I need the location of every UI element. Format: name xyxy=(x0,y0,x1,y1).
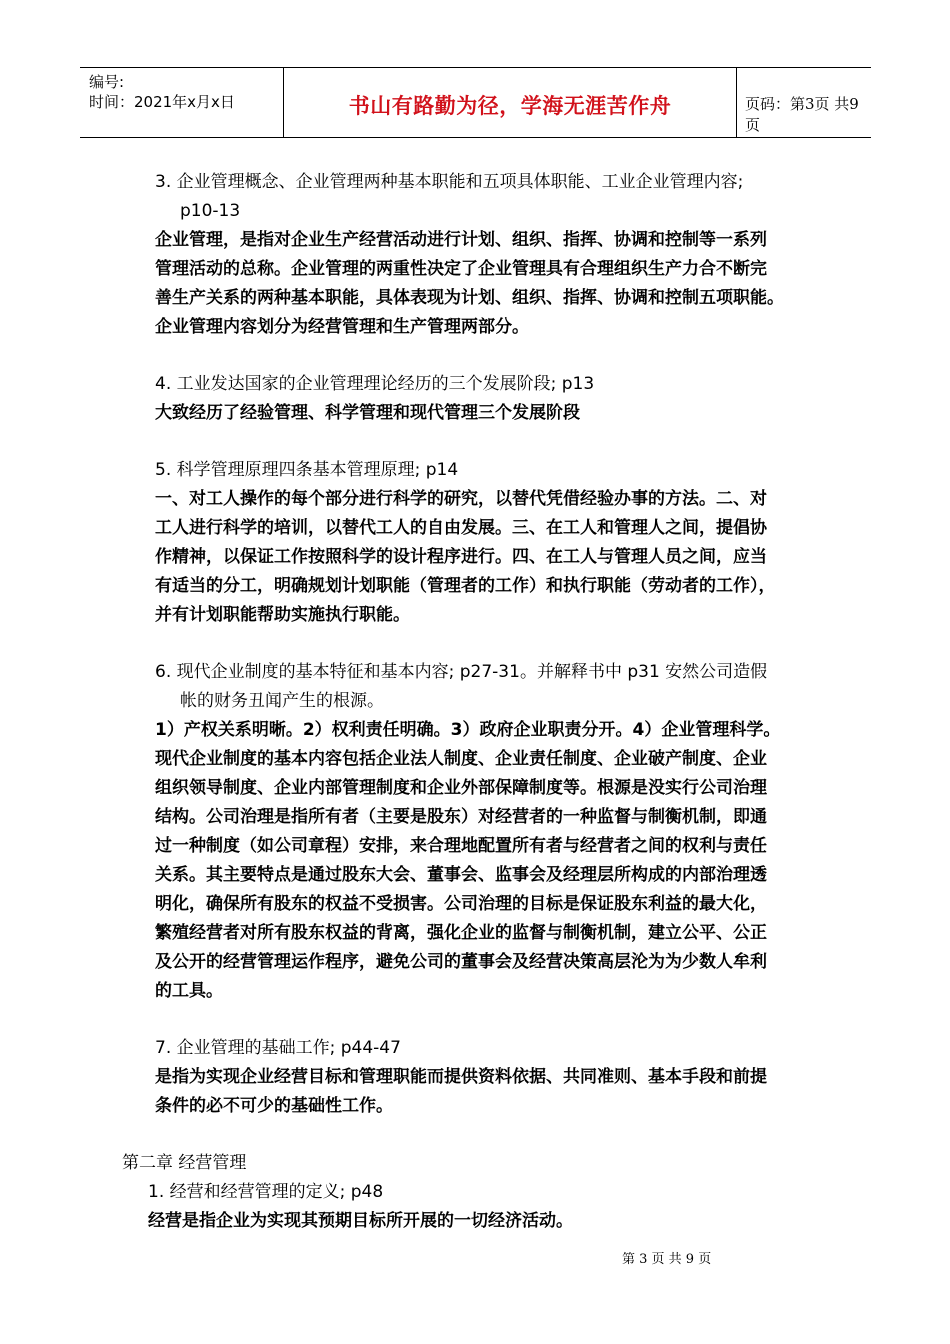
section-6-title: 6. 现代企业制度的基本特征和基本内容; p27-31。并解释书中 p31 安然公司造假 xyxy=(155,662,768,682)
section-6-line: 繁殖经营者对所有股东权益的背离，强化企业的监督与制衡机制，建立公平、公正 xyxy=(155,923,767,943)
section-7-line: 是指为实现企业经营目标和管理职能而提供资料依据、共同准则、基本手段和前提 xyxy=(155,1067,767,1087)
header-page-cell xyxy=(736,68,871,137)
section-5-title: 5. 科学管理原理四条基本管理原理; p14 xyxy=(155,460,459,480)
chapter-2-item-title: 1. 经营和经营管理的定义; p48 xyxy=(148,1182,384,1202)
section-3-line: 管理活动的总称。企业管理的两重性决定了企业管理具有合理组织生产力合不断完 xyxy=(155,259,767,279)
section-5-line: 并有计划职能帮助实施执行职能。 xyxy=(155,605,410,625)
motto: 书山有路勤为径，学海无涯苦作舟 xyxy=(348,94,672,118)
section-6-line: 1）产权关系明晰。2）权利责任明确。3）政府企业职责分开。4）企业管理科学。 xyxy=(155,720,781,740)
section-3-title-cont: p10-13 xyxy=(180,201,241,221)
section-6-line: 组织领导制度、企业内部管理制度和企业外部保障制度等。根源是没实行公司治理 xyxy=(155,778,767,798)
section-5-line: 有适当的分工，明确规划计划职能（管理者的工作）和执行职能（劳动者的工作）， xyxy=(155,576,776,596)
section-3-title: 3. 企业管理概念、企业管理两种基本职能和五项具体职能、工业企业管理内容; xyxy=(155,172,744,192)
section-6-line: 关系。其主要特点是通过股东大会、董事会、监事会及经理层所构成的内部治理透 xyxy=(155,865,767,885)
section-3-line: 善生产关系的两种基本职能，具体表现为计划、组织、指挥、协调和控制五项职能。 xyxy=(155,288,784,308)
section-6-line: 及公开的经营管理运作程序，避免公司的董事会及经营决策高层沦为为少数人牟利 xyxy=(155,952,767,972)
section-4-line: 大致经历了经验管理、科学管理和现代管理三个发展阶段 xyxy=(155,403,580,423)
section-6-line: 明化，确保所有股东的权益不受损害。公司治理的目标是保证股东利益的最大化， xyxy=(155,894,767,914)
section-5-line: 作精神，以保证工作按照科学的设计程序进行。四、在工人与管理人员之间，应当 xyxy=(155,547,767,567)
section-6-line: 过一种制度（如公司章程）安排，来合理地配置所有者与经营者之间的权利与责任 xyxy=(155,836,767,856)
time-label: 时间：2021年x月x日 xyxy=(89,93,235,111)
number-label: 编号: xyxy=(89,73,125,91)
section-7-title: 7. 企业管理的基础工作; p44-47 xyxy=(155,1038,401,1058)
section-4-title: 4. 工业发达国家的企业管理理论经历的三个发展阶段; p13 xyxy=(155,374,595,394)
section-3-line: 企业管理内容划分为经营管理和生产管理两部分。 xyxy=(155,317,529,337)
chapter-2-line: 经营是指企业为实现其预期目标所开展的一切经济活动。 xyxy=(148,1211,573,1231)
section-6-line: 的工具。 xyxy=(155,981,223,1001)
section-5-line: 工人进行科学的培训，以替代工人的自由发展。三、在工人和管理人之间，提倡协 xyxy=(155,518,767,538)
header-meta-cell xyxy=(80,68,283,137)
section-6-line: 现代企业制度的基本内容包括企业法人制度、企业责任制度、企业破产制度、企业 xyxy=(155,749,767,769)
section-6-line: 结构。公司治理是指所有者（主要是股东）对经营者的一种监督与制衡机制，即通 xyxy=(155,807,767,827)
page-header xyxy=(80,67,871,138)
section-7-line: 条件的必不可少的基础性工作。 xyxy=(155,1096,393,1116)
header-motto-cell xyxy=(283,68,737,137)
page-code: 页码：第3页 共9页 xyxy=(745,95,859,134)
section-5-line: 一、对工人操作的每个部分进行科学的研究，以替代凭借经验办事的方法。二、对 xyxy=(155,489,767,509)
chapter-2-title: 第二章 经营管理 xyxy=(122,1153,247,1173)
page-footer: 第 3 页 共 9 页 xyxy=(622,1252,712,1267)
section-3-line: 企业管理，是指对企业生产经营活动进行计划、组织、指挥、协调和控制等一系列 xyxy=(155,230,767,250)
section-6-title-cont: 帐的财务丑闻产生的根源。 xyxy=(180,691,384,711)
